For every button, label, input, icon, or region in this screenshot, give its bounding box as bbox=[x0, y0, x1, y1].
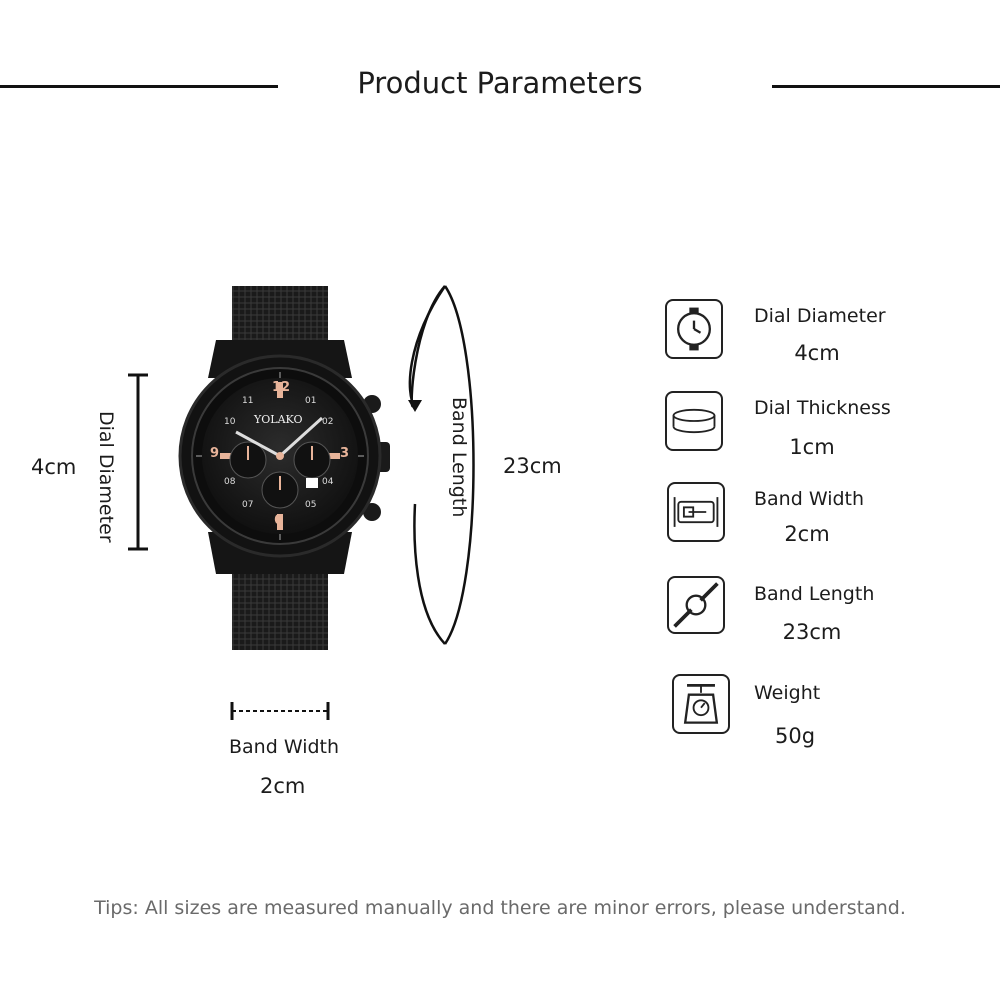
dial-numeral-5: 05 bbox=[305, 500, 317, 510]
spec-value-band-width: 2cm bbox=[784, 522, 830, 546]
dial-diameter-bracket-icon bbox=[126, 372, 150, 552]
band-width-label: Band Width bbox=[229, 736, 340, 758]
spec-label-band-length: Band Length bbox=[754, 583, 875, 605]
dial-numeral-1: 01 bbox=[305, 396, 317, 406]
dial-numeral-4: 04 bbox=[322, 477, 334, 487]
spec-value-dial-diameter: 4cm bbox=[794, 341, 840, 365]
spec-label-weight: Weight bbox=[754, 682, 821, 704]
clock-icon bbox=[665, 299, 723, 359]
band-length-label: Band Length bbox=[448, 397, 470, 518]
title-right-rule bbox=[772, 85, 1000, 88]
band-width-icon bbox=[667, 482, 725, 542]
dial-thickness-icon bbox=[665, 391, 723, 451]
page-title: Product Parameters bbox=[357, 66, 643, 100]
dial-diameter-measure bbox=[126, 372, 150, 552]
spec-value-band-length: 23cm bbox=[782, 620, 842, 644]
spec-label-dial-thickness: Dial Thickness bbox=[754, 397, 891, 419]
band-length-value: 23cm bbox=[503, 454, 562, 478]
band-length-arrow-icon bbox=[405, 282, 485, 648]
spec-value-weight: 50g bbox=[774, 724, 816, 748]
dial-numeral-11: 11 bbox=[242, 396, 254, 406]
band-width-value: 2cm bbox=[260, 774, 306, 798]
scale-icon bbox=[672, 674, 730, 734]
dial-diameter-value: 4cm bbox=[31, 455, 77, 479]
tips-note: Tips: All sizes are measured manually and there are minor errors, please understand. bbox=[94, 897, 906, 919]
dial-numeral-8: 08 bbox=[224, 477, 236, 487]
dial-numeral-6: 6 bbox=[274, 513, 284, 528]
dial-numeral-12: 12 bbox=[272, 380, 291, 395]
band-length-loop bbox=[405, 282, 485, 648]
spec-value-dial-thickness: 1cm bbox=[789, 435, 835, 459]
band-width-measure bbox=[229, 700, 331, 722]
dial-numeral-2: 02 bbox=[322, 417, 334, 427]
dial-numeral-10: 10 bbox=[224, 417, 236, 427]
watch-brand: YOLAKO bbox=[254, 413, 303, 426]
spec-label-dial-diameter: Dial Diameter bbox=[754, 305, 886, 327]
watch-image bbox=[176, 282, 396, 654]
dial-numeral-3: 3 bbox=[340, 446, 350, 461]
spec-label-band-width: Band Width bbox=[754, 488, 865, 510]
band-length-icon bbox=[667, 576, 725, 634]
dial-numeral-7: 07 bbox=[242, 500, 254, 510]
dial-diameter-label: Dial Diameter bbox=[95, 411, 117, 543]
band-width-bracket-icon bbox=[229, 700, 331, 722]
dial-numeral-9: 9 bbox=[210, 446, 220, 461]
